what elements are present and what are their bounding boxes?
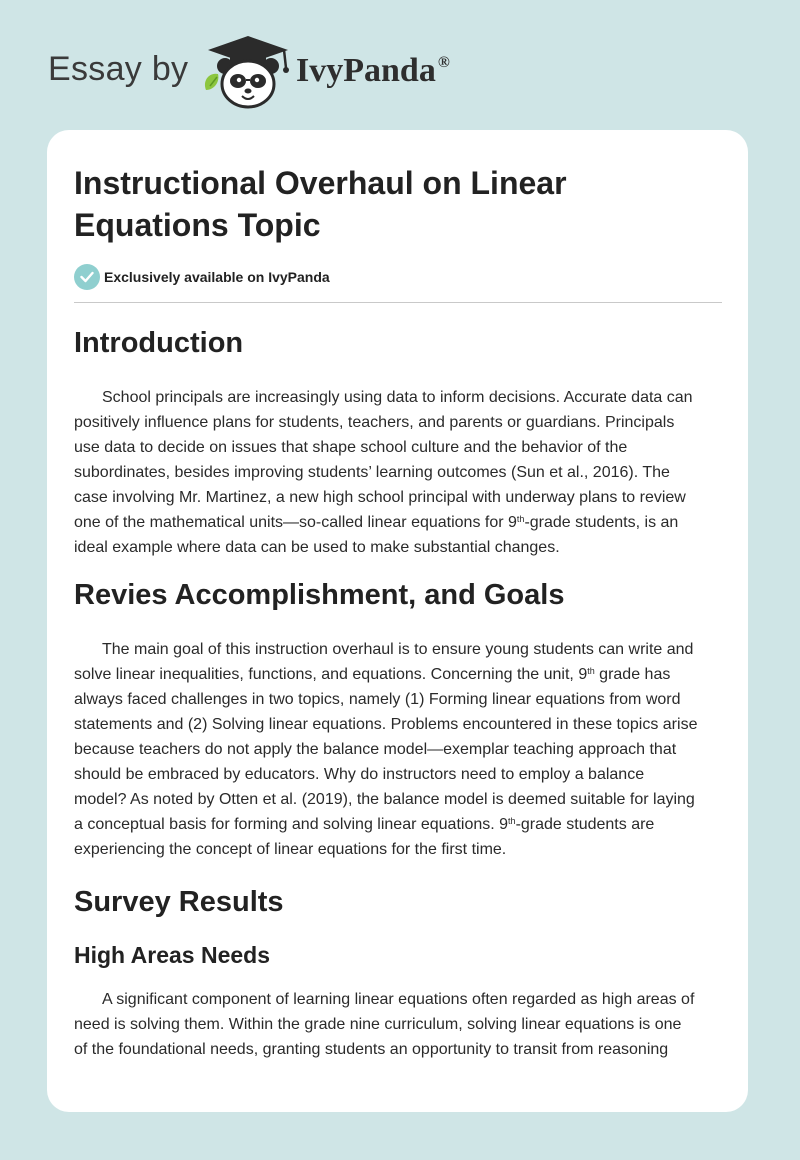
brand-name[interactable]: IvyPanda ® (296, 52, 450, 89)
registered-mark: ® (437, 54, 450, 71)
paragraph-introduction: School principals are increasingly using data to inform decisions. Accurate data can positively influence plans for students, teachers, and parents or guardians. Principals use data to decide on issues that shape school culture and the behavior of the subordinates, besides improving students’ learning outcomes (Sun et al., 2016). The case involving Mr. Martinez, a new high school principal with underway plans to review one of the mathematical units—so-called linear equations for 9th-grade students, is an ideal example where data can be used to make substantial changes. (74, 389, 693, 556)
section-heading-introduction: Introduction (74, 327, 244, 359)
essay-content (74, 323, 724, 1062)
paragraph-high-areas-needs: A significant component of learning linear equations often regarded as high areas of need is solving them. Within the grade nine curriculum, solving linear equations is one of the foundational needs, granting students an opportunity to transit from reasoning (74, 991, 695, 1058)
check-circle-icon (74, 264, 100, 290)
brand-prefix: Essay by (48, 50, 189, 88)
divider (74, 302, 722, 303)
badge-label: Exclusively available on IvyPanda (104, 269, 330, 285)
essay-card (47, 130, 748, 1112)
panda-logo-icon[interactable] (200, 34, 296, 110)
paragraph-goals: The main goal of this instruction overhaul is to ensure young students can write and solve linear inequalities, functions, and equations. Concerning the unit, 9th grade has always faced challenges in two topics, namely (1) Forming linear equations from word statements and (2) Solving linear equations. Problems encountered in these topics arise because teachers do not apply the balance model—exemplar teaching approach that should be embraced by educators. Why do instructors need to employ a balance model? As noted by Otten et al. (2019), the balance model is deemed suitable for laying a conceptual basis for forming and solving linear equations. 9th-grade students are experiencing the concept of linear equations for the first time. (74, 641, 698, 858)
subsection-heading-high-areas-needs: High Areas Needs (74, 942, 270, 968)
site-header (48, 34, 528, 114)
section-heading-survey-results: Survey Results (74, 886, 284, 918)
section-heading-goals: Revies Accomplishment, and Goals (74, 579, 565, 611)
page-title: Instructional Overhaul on Linear Equations Topic (74, 165, 567, 243)
